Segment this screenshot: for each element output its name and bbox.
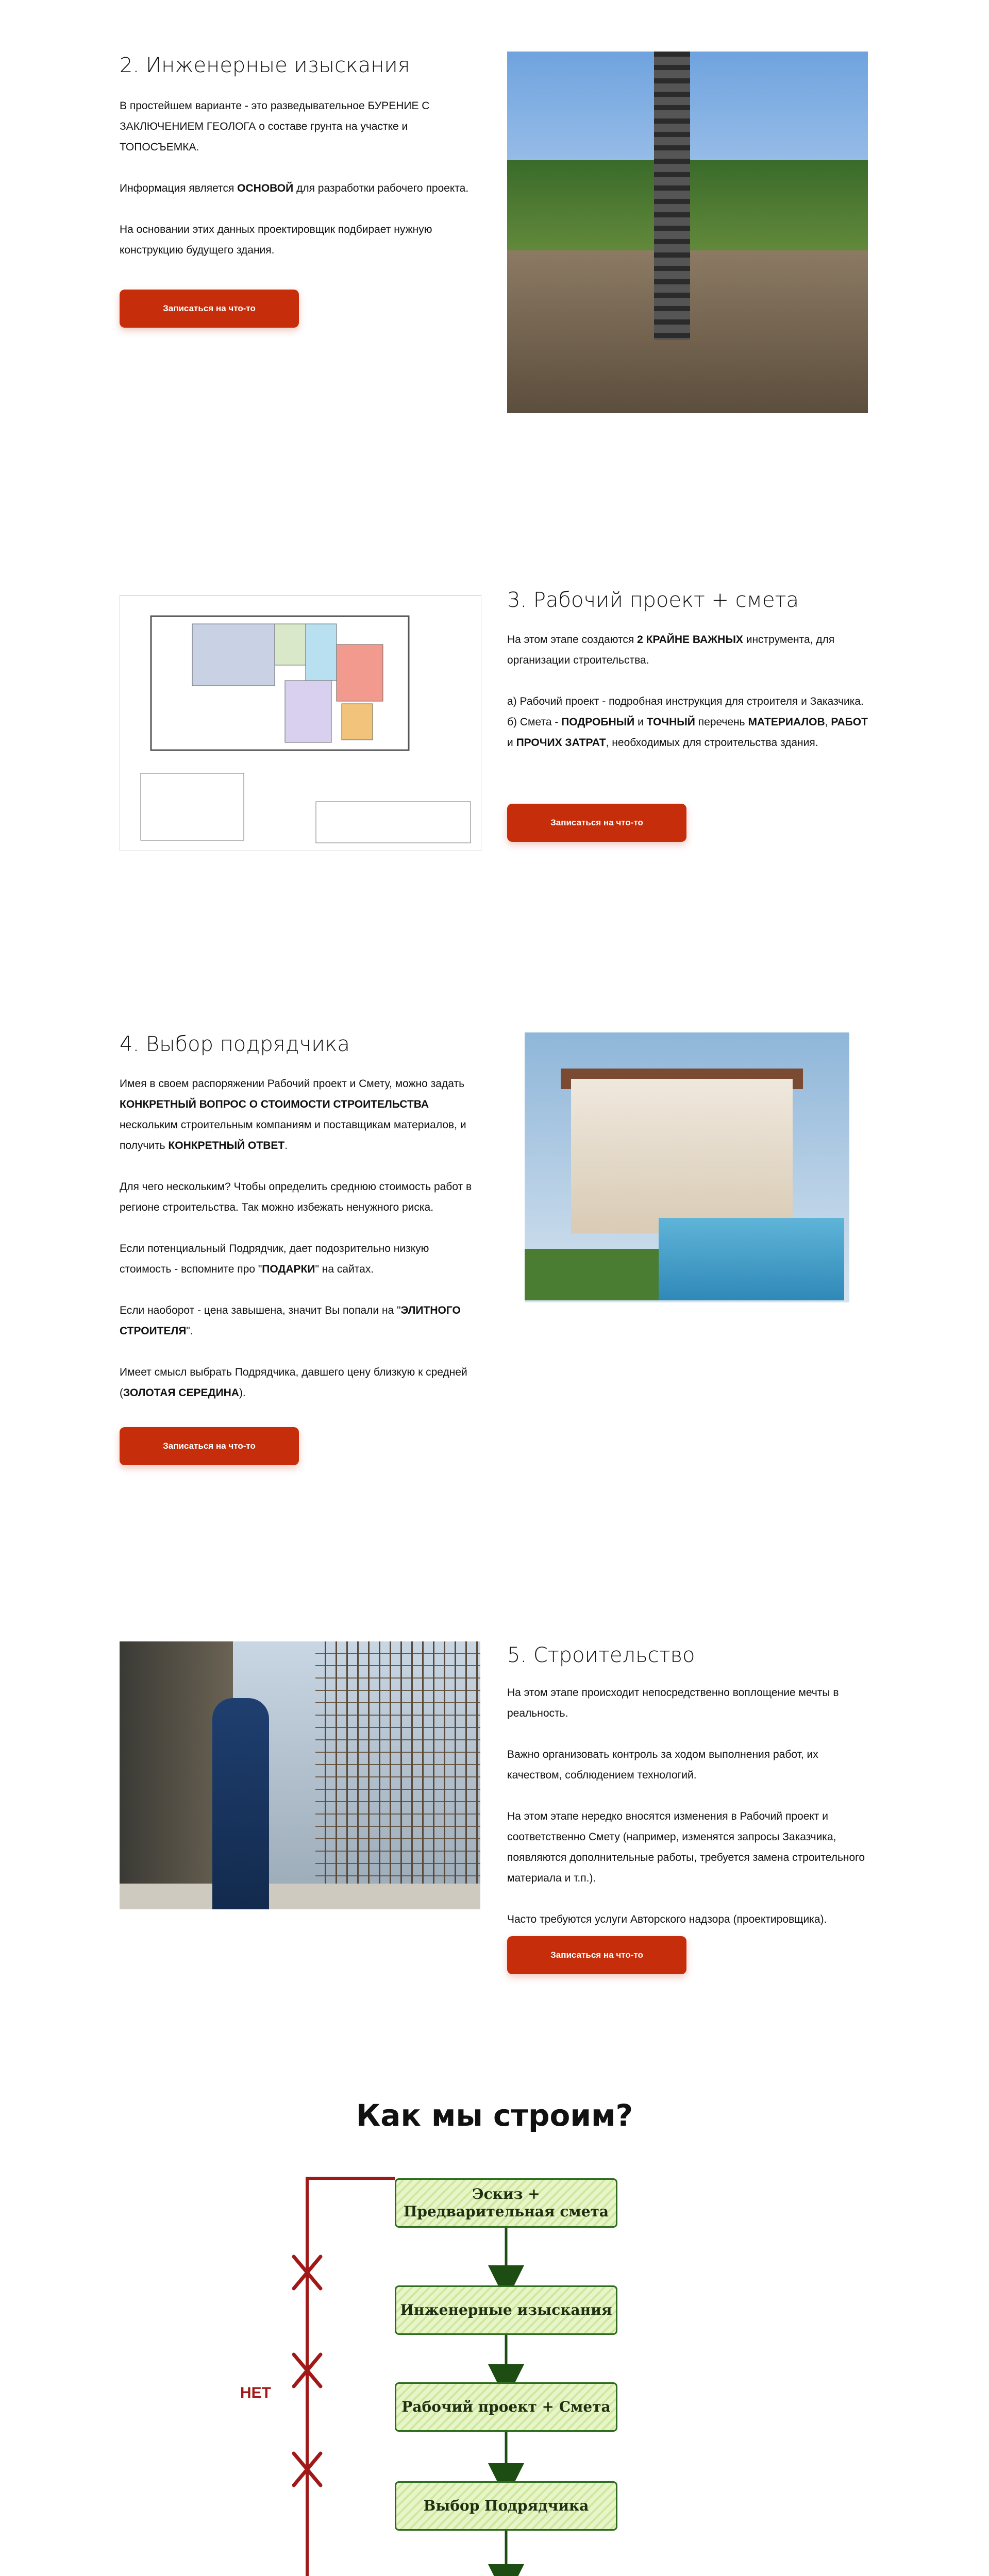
villa-pool-photo: [525, 1032, 849, 1302]
flow-step-project: Рабочий проект + Смета: [395, 2382, 617, 2432]
text-segment: Если наоборот - цена завышена, значит Вы попали на ": [120, 1304, 401, 1316]
bold-text: КОНКРЕТНЫЙ ВОПРОС О СТОИМОСТИ СТРОИТЕЛЬСТВА: [120, 1098, 429, 1110]
paragraph: [507, 1909, 868, 1930]
bold-text: ПРОЧИХ ЗАТРАТ: [516, 737, 606, 749]
paragraph: [120, 1300, 480, 1342]
text-segment: и: [634, 716, 647, 728]
section-title-contractor: 4. Выбор подрядчика: [120, 1032, 350, 1056]
paragraph: [507, 1683, 868, 1724]
bold-text: ОСНОВОЙ: [237, 182, 294, 194]
section-text-construction: [507, 1683, 868, 1930]
text-segment: нескольким строительным компаниям и поставщикам материалов, и получить: [120, 1119, 466, 1151]
text-segment: Если потенциальный Подрядчик, дает подозрительно низкую стоимость - вспомните про ": [120, 1243, 429, 1275]
paragraph: [507, 1806, 868, 1889]
section-text-project: [507, 630, 868, 753]
text-segment: Важно организовать контроль за ходом выполнения работ, их качеством, соблюдением технологий.: [507, 1749, 818, 1781]
text-segment: а) Рабочий проект - подробная инструкция для строителя и Заказчика.: [507, 696, 864, 707]
paragraph: [507, 691, 868, 712]
bold-text: ПОДРОБНЫЙ: [561, 716, 635, 728]
text-segment: .: [284, 1140, 288, 1151]
bold-text: КОНКРЕТНЫЙ ОТВЕТ: [168, 1140, 285, 1151]
paragraph: [120, 1239, 480, 1280]
bold-text: ЭЛИТНОГО СТРОИТЕЛЯ: [120, 1304, 461, 1337]
bold-text: ТОЧНЫЙ: [646, 716, 695, 728]
text-segment: перечень: [695, 716, 748, 728]
text-segment: б) Смета -: [507, 716, 562, 728]
text-segment: инструмента, для организации строительства.: [507, 634, 835, 666]
text-segment: ".: [186, 1325, 193, 1337]
paragraph: [507, 630, 868, 671]
construction-site-photo: [120, 1641, 480, 1909]
text-segment: " на сайтах.: [315, 1263, 374, 1275]
flow-step-surveys: Инженерные изыскания: [395, 2285, 617, 2335]
flow-heading: Как мы строим?: [356, 2098, 633, 2133]
paragraph: [120, 219, 480, 261]
signup-button-project[interactable]: Записаться на что-то: [507, 804, 686, 842]
bold-text: МАТЕРИАЛОВ: [748, 716, 825, 728]
paragraph: [120, 178, 480, 199]
text-segment: и: [507, 737, 516, 749]
flow-step-contractor: Выбор Подрядчика: [395, 2481, 617, 2531]
text-segment: ).: [239, 1387, 246, 1399]
section-title-project: 3. Рабочий проект + смета: [507, 588, 799, 612]
text-segment: На этом этапе происходит непосредственно воплощение мечты в реальность.: [507, 1687, 839, 1719]
section-title-construction: 5. Строительство: [507, 1643, 695, 1667]
text-segment: Информация является: [120, 182, 238, 194]
text-segment: На основании этих данных проектировщик подбирает нужную конструкцию будущего здания.: [120, 224, 432, 256]
paragraph: [120, 1074, 480, 1156]
signup-button-contractor[interactable]: Записаться на что-то: [120, 1427, 299, 1465]
section-title-surveys: 2. Инженерные изыскания: [120, 54, 410, 77]
paragraph: [507, 712, 868, 753]
no-label: НЕТ: [240, 2384, 271, 2401]
paragraph: [120, 1177, 480, 1218]
text-segment: Часто требуются услуги Авторского надзора (проектировщика).: [507, 1913, 827, 1925]
text-segment: Имеет смысл выбрать Подрядчика, давшего цену близкую к средней (: [120, 1366, 467, 1399]
floor-plan-drawing: [120, 595, 481, 851]
text-segment: для разработки рабочего проекта.: [293, 182, 469, 194]
paragraph: [120, 1362, 480, 1403]
text-segment: На этом этапе нередко вносятся изменения в Рабочий проект и соответственно Смету (например, изменятся запросы Заказчика, появляются дополнительные работы, требуется замена строительного материала и т.п.).: [507, 1810, 865, 1884]
bold-text: 2 КРАЙНЕ ВАЖНЫХ: [637, 634, 743, 646]
text-segment: В простейшем варианте - это разведывательное БУРЕНИЕ С ЗАКЛЮЧЕНИЕМ ГЕОЛОГА о составе грунта на участке и ТОПОСЪЕМКА.: [120, 100, 430, 153]
signup-button-surveys[interactable]: Записаться на что-то: [120, 290, 299, 328]
flow-step-sketch: Эскиз + Предварительная смета: [395, 2178, 617, 2228]
text-segment: ,: [825, 716, 831, 728]
signup-button-construction[interactable]: Записаться на что-то: [507, 1936, 686, 1974]
bold-text: ЗОЛОТАЯ СЕРЕДИНА: [123, 1387, 239, 1399]
text-segment: Для чего нескольким? Чтобы определить среднюю стоимость работ в регионе строительства. Так можно избежать ненужного риска.: [120, 1181, 472, 1213]
bold-text: ПОДАРКИ: [262, 1263, 315, 1275]
paragraph: [120, 96, 480, 158]
section-text-surveys: [120, 96, 480, 261]
paragraph: [507, 1744, 868, 1786]
bold-text: РАБОТ: [831, 716, 868, 728]
text-segment: На этом этапе создаются: [507, 634, 638, 646]
text-segment: Имея в своем распоряжении Рабочий проект и Смету, можно задать: [120, 1078, 465, 1090]
drilling-rig-photo: [507, 52, 868, 413]
text-segment: , необходимых для строительства здания.: [606, 737, 818, 749]
section-text-contractor: [120, 1074, 480, 1403]
